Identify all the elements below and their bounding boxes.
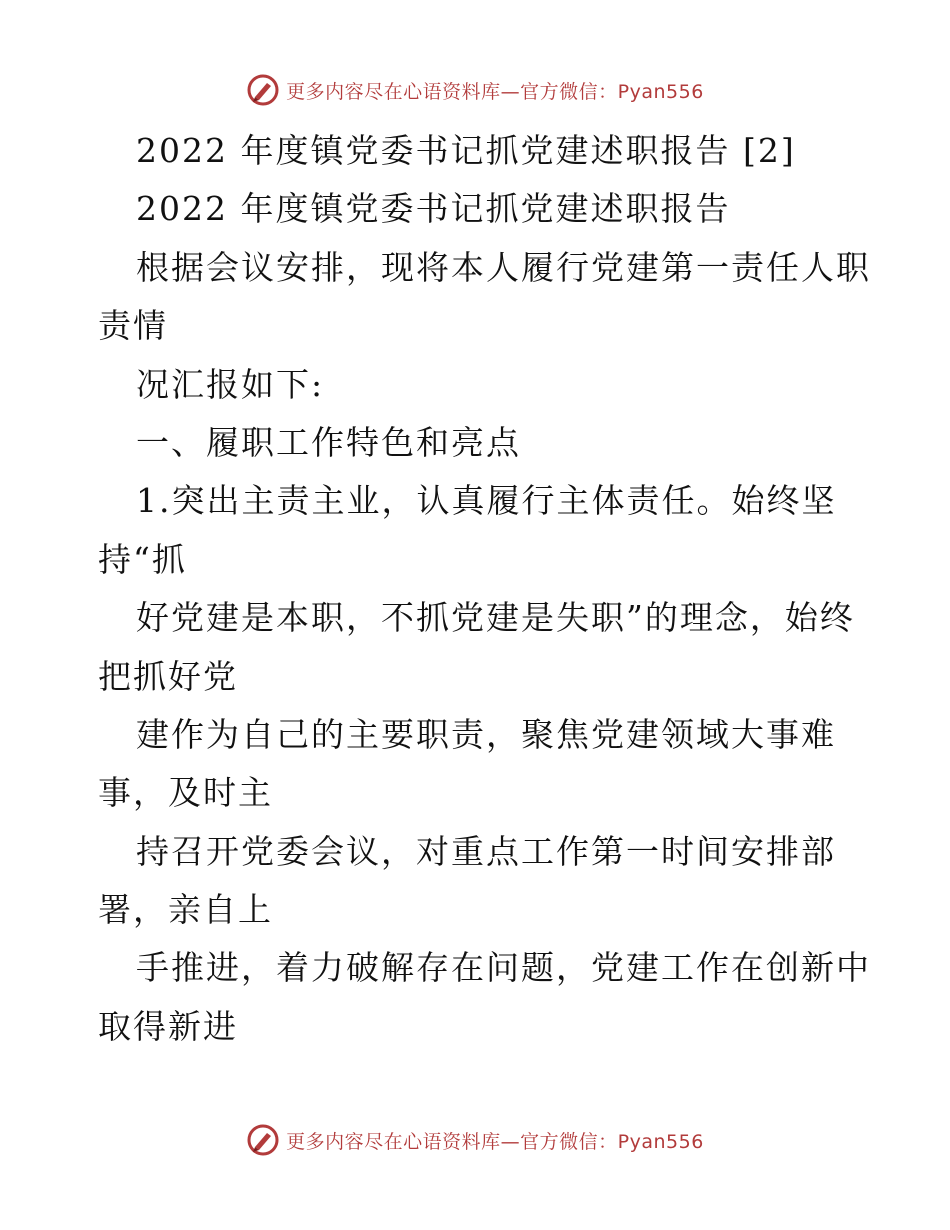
doc-subtitle: 2022 年度镇党委书记抓党建述职报告 (136, 189, 731, 229)
paragraph-line: 事，及时主 (98, 773, 273, 813)
paragraph-line: 署，亲自上 (98, 890, 273, 930)
paragraph-line: 持召开党委会议，对重点工作第一时间安排部 (136, 831, 836, 871)
doc-title: 2022 年度镇党委书记抓党建述职报告 [2] (136, 131, 796, 170)
paragraph-line: 取得新进 (98, 1006, 238, 1046)
paragraph-line: 把抓好党 (98, 656, 238, 696)
section-heading: 一、履职工作特色和亮点 (136, 422, 521, 462)
footer-banner (0, 1120, 950, 1160)
paragraph-line: 持“抓 (98, 539, 187, 579)
header-banner-text: 更多内容尽在心语资料库—官方微信：Pyan556 (286, 80, 704, 103)
header-banner (0, 70, 950, 110)
pen-logo-icon (246, 73, 280, 107)
paragraph-line: 况汇报如下: (136, 364, 325, 404)
footer-banner-text: 更多内容尽在心语资料库—官方微信：Pyan556 (286, 1130, 704, 1153)
paragraph-line: 建作为自己的主要职责，聚焦党建领域大事难 (136, 714, 836, 754)
paragraph-line: 责情 (98, 306, 168, 346)
paragraph-line: 好党建是本职，不抓党建是失职”的理念，始终 (136, 598, 855, 638)
paragraph-line: 根据会议安排，现将本人履行党建第一责任人职 (136, 247, 871, 287)
paragraph-line: 1.突出主责主业，认真履行主体责任。始终坚 (136, 481, 837, 521)
pen-logo-icon (246, 1123, 280, 1157)
paragraph-line: 手推进，着力破解存在问题，党建工作在创新中 (136, 948, 871, 988)
document-body (98, 122, 871, 1056)
